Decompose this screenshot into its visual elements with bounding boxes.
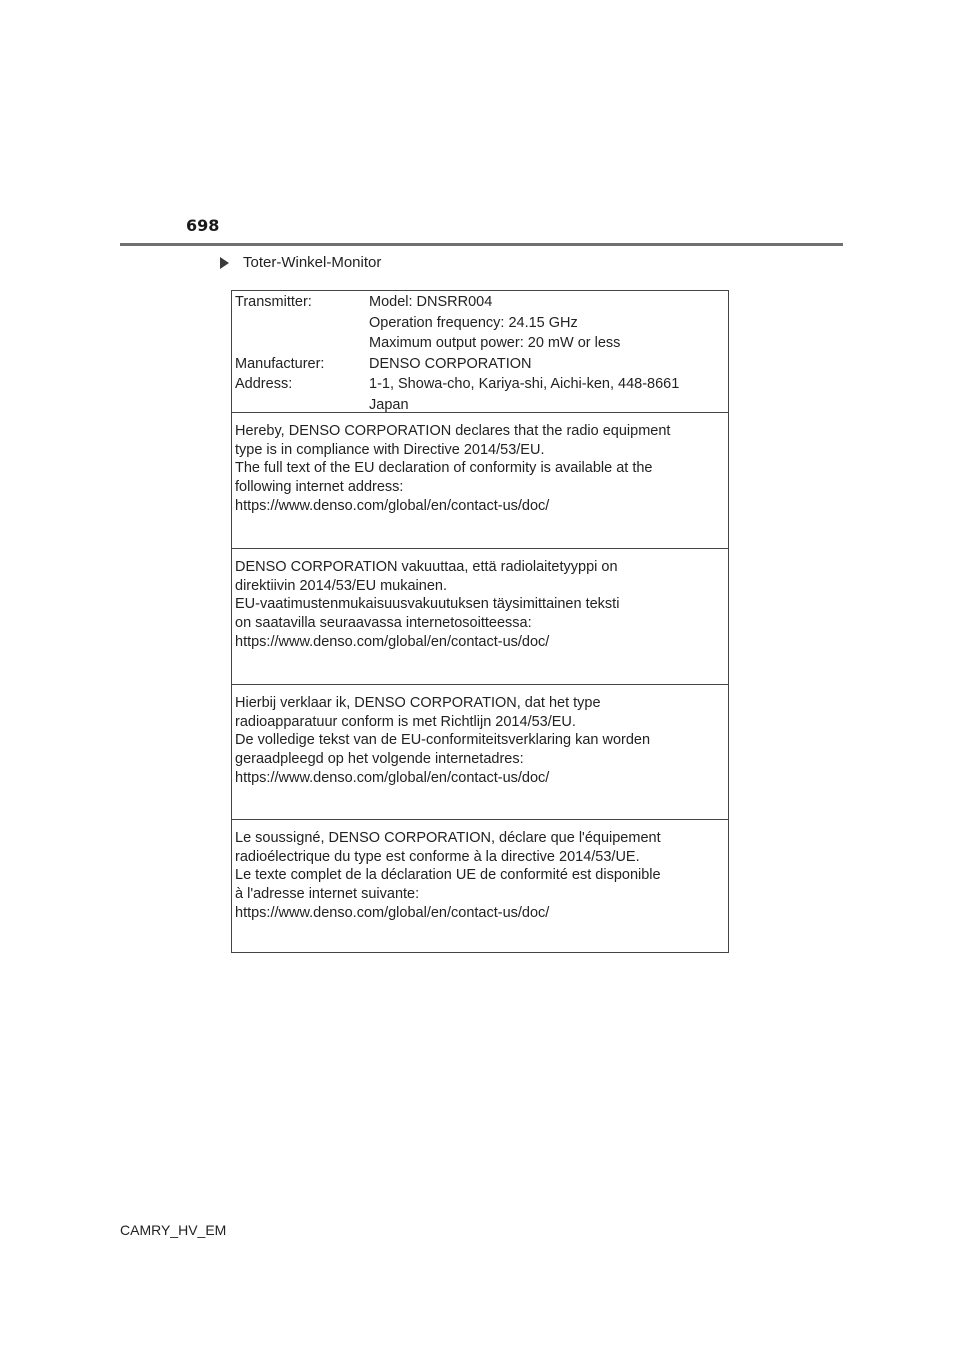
- declaration-line: à l'adresse internet suivante:: [235, 886, 420, 903]
- declaration-line: direktiivin 2014/53/EU mukainen.: [235, 577, 447, 594]
- spec-row: [232, 333, 728, 354]
- declaration-dutch: [232, 685, 728, 820]
- declaration-line: Le soussigné, DENSO CORPORATION, déclare que l'équipement: [235, 830, 661, 846]
- spec-label: Address:: [235, 376, 293, 392]
- declaration-line: type is in compliance with Directive 2014/53/EU.: [235, 441, 545, 458]
- declaration-english: [232, 413, 728, 549]
- spec-label: [232, 333, 369, 354]
- declaration-line: The full text of the EU declaration of conformity is available at the: [235, 460, 653, 477]
- spec-value: 1-1, Showa-cho, Kariya-shi, Aichi-ken, 448-8661: [369, 376, 680, 392]
- spec-label: [232, 395, 369, 416]
- declaration-line: EU-vaatimustenmukaisuusvakuutuksen täysimittainen teksti: [235, 596, 620, 613]
- regulatory-info-box: [231, 290, 729, 953]
- footer-model-code: CAMRY_HV_EM: [120, 1222, 227, 1238]
- declaration-line: DENSO CORPORATION vakuuttaa, että radiolaitetyyppi on: [235, 559, 618, 575]
- transmitter-specs: [232, 291, 728, 413]
- triangle-bullet-icon: [220, 257, 229, 269]
- spec-label: Manufacturer:: [235, 355, 325, 372]
- declaration-finnish: [232, 549, 728, 685]
- declaration-line: on saatavilla seuraavassa internetosoitteessa:: [235, 615, 532, 632]
- declaration-line: radioélectrique du type est conforme à la directive 2014/53/UE.: [235, 848, 640, 865]
- declaration-line: geraadpleegd op het volgende internetadres:: [235, 751, 524, 768]
- spec-row: [232, 354, 728, 375]
- declaration-url: https://www.denso.com/global/en/contact-us/doc/: [235, 497, 550, 514]
- spec-value: DENSO CORPORATION: [369, 355, 532, 372]
- section-heading: [220, 254, 381, 271]
- header-rule: [120, 243, 843, 246]
- spec-value: Japan: [369, 396, 409, 413]
- spec-label: [232, 313, 369, 334]
- declaration-url: https://www.denso.com/global/en/contact-us/doc/: [235, 633, 550, 650]
- declaration-line: radioapparatuur conform is met Richtlijn 2014/53/EU.: [235, 713, 576, 730]
- spec-row: [232, 313, 728, 334]
- spec-label: Transmitter:: [235, 294, 312, 310]
- spec-value: Model: DNSRR004: [369, 294, 493, 310]
- declaration-line: De volledige tekst van de EU-conformiteitsverklaring kan worden: [235, 732, 651, 749]
- spec-row: [232, 374, 728, 395]
- declaration-line: Le texte complet de la déclaration UE de conformité est disponible: [235, 867, 661, 884]
- declaration-french: [232, 820, 728, 952]
- declaration-url: https://www.denso.com/global/en/contact-us/doc/: [235, 769, 550, 786]
- spec-row: [232, 395, 728, 416]
- declaration-line: Hereby, DENSO CORPORATION declares that the radio equipment: [235, 423, 671, 439]
- page-number: 698: [186, 216, 220, 235]
- section-heading-text: Toter-Winkel-Monitor: [243, 254, 382, 271]
- declaration-url: https://www.denso.com/global/en/contact-us/doc/: [235, 904, 550, 921]
- declaration-line: following internet address:: [235, 479, 404, 496]
- spec-value: Maximum output power: 20 mW or less: [369, 335, 621, 351]
- spec-row: [232, 292, 728, 313]
- declaration-line: Hierbij verklaar ik, DENSO CORPORATION, dat het type: [235, 695, 601, 711]
- spec-value: Operation frequency: 24.15 GHz: [369, 314, 578, 331]
